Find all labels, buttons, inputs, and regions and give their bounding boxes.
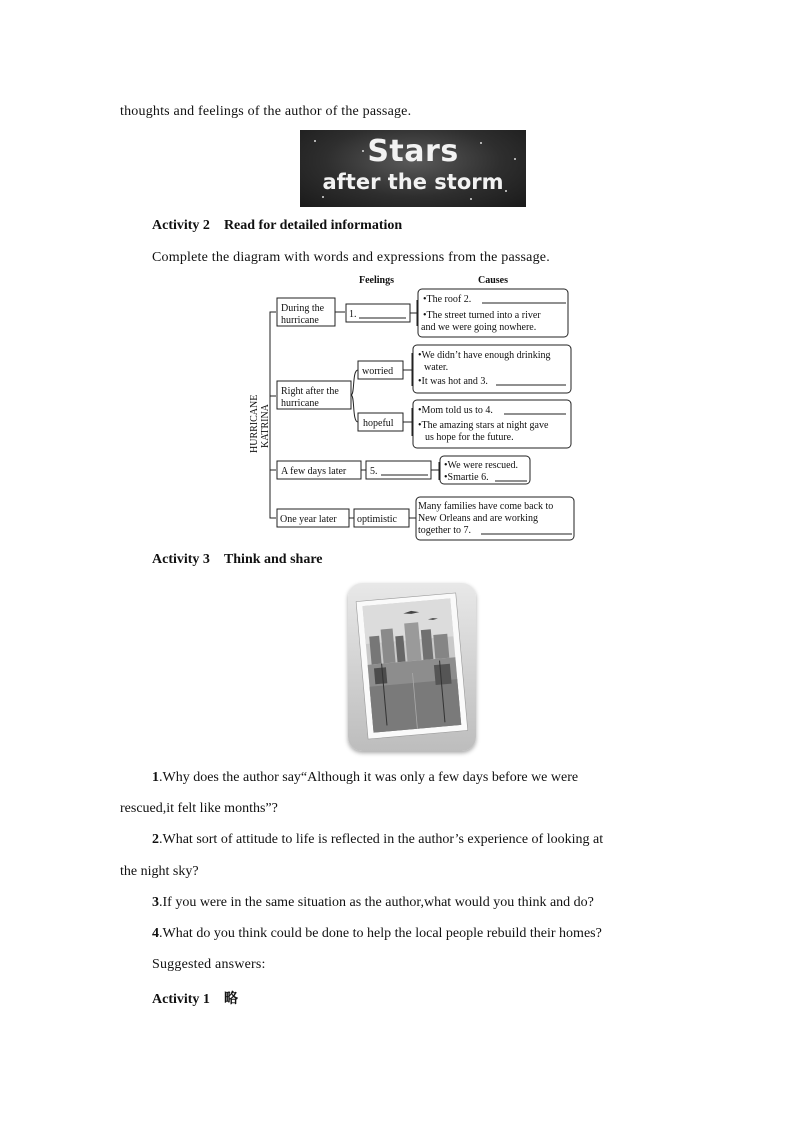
question-2-text: .What sort of attitude to life is reflected in the author’s experience of looking at: [159, 832, 604, 847]
activity1-label: Activity 1: [152, 992, 210, 1007]
stage-during-line1: During the: [281, 303, 325, 314]
question-1: [152, 770, 578, 786]
cause2b: •It was hot and 3.: [418, 376, 488, 387]
question-3-number: 3: [152, 895, 159, 910]
question-4-number: 4: [152, 926, 159, 941]
cause2a-line2: water.: [424, 362, 449, 373]
activity1-answer: 略: [223, 992, 238, 1007]
flooded-city-photo: [348, 583, 476, 751]
activity1-heading: [152, 988, 238, 1008]
feelings-heading: Feelings: [359, 275, 394, 286]
cause1b-line1: •The street turned into a river: [423, 310, 541, 321]
cause4b: •Smartie 6.: [444, 472, 489, 483]
cause2a-line1: •We didn’t have enough drinking: [418, 350, 551, 361]
feeling-blank-5: 5.: [370, 466, 378, 477]
feeling-worried: worried: [362, 366, 394, 377]
title-banner-image: [300, 130, 526, 207]
cause5-line1: Many families have come back to: [418, 501, 554, 512]
intro-text: thoughts and feelings of the author of the passage.: [120, 104, 412, 119]
feeling-hopeful: hopeful: [363, 418, 394, 429]
question-4-text: .What do you think could be done to help the local people rebuild their homes?: [159, 926, 602, 941]
question-2-number: 2: [152, 832, 159, 847]
activity2-label: Activity 2: [152, 218, 210, 233]
banner-title: Stars: [367, 134, 459, 169]
activity3-heading: [152, 552, 323, 568]
activity3-title: Think and share: [223, 552, 323, 567]
activity3-label: Activity 3: [152, 552, 210, 567]
stage-right-after-line1: Right after the: [281, 386, 339, 397]
cause1a: •The roof 2.: [423, 294, 472, 305]
cause4a: •We were rescued.: [444, 460, 519, 471]
feeling-optimistic: optimistic: [357, 514, 397, 525]
root-label-katrina: KATRINA: [260, 404, 271, 448]
question-3-text: .If you were in the same situation as the author,what would you think and do?: [159, 895, 594, 910]
cause3b-line2: us hope for the future.: [425, 432, 514, 443]
root-label-hurricane: HURRICANE: [249, 394, 260, 453]
activity2-title: Read for detailed information: [223, 218, 403, 233]
stage-few-days: A few days later: [281, 466, 347, 477]
stage-one-year: One year later: [280, 514, 337, 525]
question-2-cont: the night sky?: [120, 864, 199, 879]
hurricane-diagram: [240, 270, 585, 545]
question-4: [152, 926, 602, 942]
cause1b-line2: and we were going nowhere.: [421, 322, 537, 333]
question-2: [152, 832, 603, 848]
suggested-answers-label: Suggested answers:: [152, 957, 266, 972]
question-1-number: 1: [152, 770, 159, 785]
stage-right-after-line2: hurricane: [281, 398, 319, 409]
cause5-line3: together to 7.: [418, 525, 472, 536]
banner-subtitle: after the storm: [322, 170, 504, 194]
stage-during-line2: hurricane: [281, 315, 319, 326]
question-1-cont: rescued,it felt like months”?: [120, 801, 278, 816]
cause5-line2: New Orleans and are working: [418, 513, 538, 524]
causes-heading: Causes: [478, 275, 509, 286]
activity2-instruction: Complete the diagram with words and expressions from the passage.: [152, 250, 550, 265]
activity2-heading: [152, 218, 402, 234]
feeling-blank-1: 1.: [349, 309, 357, 320]
question-1-text: .Why does the author say“Although it was only a few days before we were: [159, 770, 579, 785]
cause3b-line1: •The amazing stars at night gave: [418, 420, 549, 431]
cause3a: •Mom told us to 4.: [418, 405, 493, 416]
question-3: [152, 895, 594, 911]
